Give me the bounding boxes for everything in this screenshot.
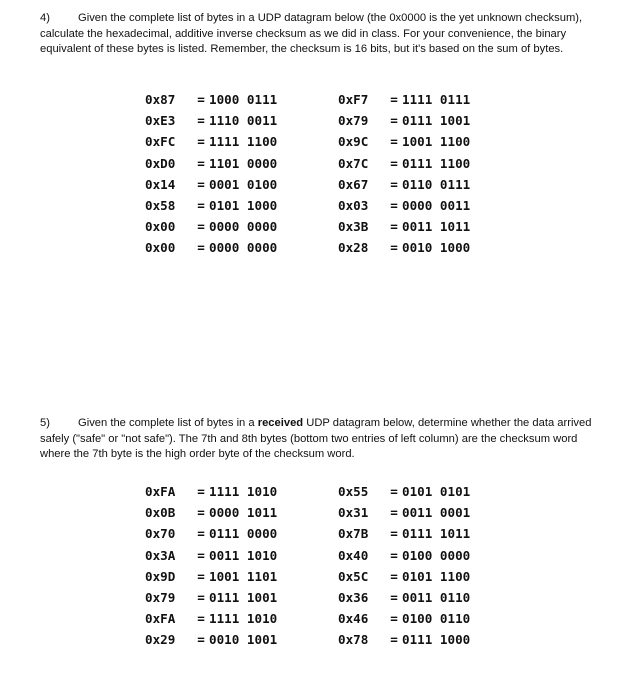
equals-sign: =	[197, 568, 205, 584]
hex-value: 0x29	[145, 632, 176, 648]
byte-row	[338, 629, 470, 650]
hex-value: 0xE3	[145, 113, 176, 129]
hex-value: 0x3A	[145, 547, 176, 563]
binary-value: 0000 0000	[209, 240, 278, 256]
hex-value: 0x00	[145, 219, 176, 235]
hex-value: 0x87	[145, 92, 176, 107]
binary-value: 0111 1001	[209, 589, 278, 605]
equals-sign: =	[197, 484, 205, 499]
hex-value: 0x67	[338, 176, 369, 192]
q4-right-byte-table	[338, 89, 470, 259]
binary-value: 1111 1010	[209, 484, 278, 499]
binary-value: 1101 0000	[209, 155, 278, 171]
equals-sign: =	[390, 240, 398, 256]
byte-row	[338, 587, 470, 608]
byte-row	[145, 587, 277, 608]
binary-value: 1111 0111	[402, 92, 471, 107]
byte-row	[338, 502, 470, 523]
hex-value: 0x28	[338, 240, 369, 256]
equals-sign: =	[197, 219, 205, 235]
q4-left-byte-table	[145, 89, 277, 259]
byte-row	[338, 237, 470, 258]
hex-value: 0x79	[145, 589, 176, 605]
q5-right-byte-table	[338, 481, 470, 651]
byte-row	[145, 89, 277, 110]
q5-left-byte-table	[145, 481, 277, 651]
equals-sign: =	[390, 547, 398, 563]
binary-value: 1111 1100	[209, 134, 278, 150]
question-5-text-before: Given the complete list of bytes in a	[78, 417, 258, 429]
binary-value: 0011 1011	[402, 219, 471, 235]
hex-value: 0x3B	[338, 219, 369, 235]
byte-row	[338, 608, 470, 629]
hex-value: 0x9D	[145, 568, 176, 584]
byte-row	[145, 174, 277, 195]
byte-row	[338, 545, 470, 566]
byte-row	[338, 131, 470, 152]
binary-value: 0001 0100	[209, 176, 278, 192]
byte-row	[145, 216, 277, 237]
hex-value: 0x7C	[338, 155, 369, 171]
byte-row	[145, 629, 277, 650]
equals-sign: =	[390, 134, 398, 150]
byte-row	[145, 195, 277, 216]
hex-value: 0x46	[338, 611, 369, 627]
hex-value: 0x14	[145, 176, 176, 192]
equals-sign: =	[197, 197, 205, 213]
question-5-number: 5)	[40, 417, 50, 429]
binary-value: 0100 0110	[402, 611, 471, 627]
binary-value: 0100 0000	[402, 547, 471, 563]
binary-value: 1001 1101	[209, 568, 278, 584]
hex-value: 0x78	[338, 632, 369, 648]
hex-value: 0x79	[338, 113, 369, 129]
equals-sign: =	[390, 611, 398, 627]
binary-value: 0101 0101	[402, 484, 471, 499]
byte-row	[338, 566, 470, 587]
equals-sign: =	[390, 632, 398, 648]
byte-row	[338, 523, 470, 544]
byte-row	[145, 237, 277, 258]
binary-value: 0000 1011	[209, 505, 278, 521]
binary-value: 0111 1011	[402, 526, 471, 542]
binary-value: 0111 1100	[402, 155, 471, 171]
hex-value: 0x9C	[338, 134, 369, 150]
hex-value: 0x31	[338, 505, 369, 521]
hex-value: 0x40	[338, 547, 369, 563]
hex-value: 0x00	[145, 240, 176, 256]
byte-row	[338, 195, 470, 216]
hex-value: 0x0B	[145, 505, 176, 521]
binary-value: 0011 1010	[209, 547, 278, 563]
byte-row	[145, 502, 277, 523]
binary-value: 0111 0000	[209, 526, 278, 542]
hex-value: 0x36	[338, 589, 369, 605]
binary-value: 1110 0011	[209, 113, 278, 129]
question-4-prompt	[40, 11, 600, 58]
equals-sign: =	[197, 611, 205, 627]
equals-sign: =	[197, 589, 205, 605]
binary-value: 0011 0110	[402, 589, 471, 605]
hex-value: 0x7B	[338, 526, 369, 542]
binary-value: 1001 1100	[402, 134, 471, 150]
equals-sign: =	[197, 176, 205, 192]
byte-row	[338, 216, 470, 237]
equals-sign: =	[390, 197, 398, 213]
equals-sign: =	[197, 632, 205, 648]
question-5-prompt	[40, 416, 600, 463]
byte-row	[338, 174, 470, 195]
equals-sign: =	[197, 526, 205, 542]
equals-sign: =	[197, 113, 205, 129]
hex-value: 0xD0	[145, 155, 176, 171]
hex-value: 0xF7	[338, 92, 369, 107]
equals-sign: =	[197, 505, 205, 521]
binary-value: 0010 1000	[402, 240, 471, 256]
equals-sign: =	[197, 240, 205, 256]
binary-value: 1111 1010	[209, 611, 278, 627]
equals-sign: =	[390, 176, 398, 192]
binary-value: 1000 0111	[209, 92, 278, 107]
hex-value: 0xFC	[145, 134, 176, 150]
byte-row	[145, 110, 277, 131]
byte-row	[338, 153, 470, 174]
equals-sign: =	[390, 484, 398, 499]
byte-row	[145, 545, 277, 566]
question-4-text: Given the complete list of bytes in a UDP datagram below (the 0x0000 is the yet unknown checksum), calculate the hexadecimal, additive inverse checksum as we did in class. For your convenience, the binary equivalent of these bytes is listed. Remember, the checksum is 16 bits, but it's based on the sum of bytes.	[40, 12, 583, 55]
byte-row	[145, 481, 277, 502]
equals-sign: =	[390, 589, 398, 605]
binary-value: 0011 0001	[402, 505, 471, 521]
equals-sign: =	[390, 155, 398, 171]
binary-value: 0101 1000	[209, 197, 278, 213]
equals-sign: =	[197, 155, 205, 171]
binary-value: 0111 1000	[402, 632, 471, 648]
hex-value: 0xFA	[145, 484, 176, 499]
byte-row	[145, 608, 277, 629]
equals-sign: =	[197, 134, 205, 150]
binary-value: 0110 0111	[402, 176, 471, 192]
byte-row	[338, 481, 470, 502]
hex-value: 0x5C	[338, 568, 369, 584]
hex-value: 0xFA	[145, 611, 176, 627]
binary-value: 0010 1001	[209, 632, 278, 648]
question-4-number: 4)	[40, 12, 50, 24]
byte-row	[338, 89, 470, 110]
equals-sign: =	[197, 547, 205, 563]
equals-sign: =	[390, 505, 398, 521]
byte-row	[338, 110, 470, 131]
byte-row	[145, 566, 277, 587]
hex-value: 0x55	[338, 484, 369, 499]
question-5-text-after: UDP datagram below, determine whether the data arrived safely ("safe" or "not safe"). The 7th and 8th bytes (bottom two entries of left column) are the checksum word where the 7th byte is the high order byte of the checksum word.	[40, 417, 592, 460]
hex-value: 0x70	[145, 526, 176, 542]
binary-value: 0101 1100	[402, 568, 471, 584]
hex-value: 0x58	[145, 197, 176, 213]
equals-sign: =	[197, 92, 205, 107]
byte-row	[145, 153, 277, 174]
equals-sign: =	[390, 113, 398, 129]
byte-row	[145, 131, 277, 152]
question-5-text-bold: received	[257, 417, 304, 429]
binary-value: 0111 1001	[402, 113, 471, 129]
binary-value: 0000 0011	[402, 197, 471, 213]
binary-value: 0000 0000	[209, 219, 278, 235]
equals-sign: =	[390, 526, 398, 542]
equals-sign: =	[390, 219, 398, 235]
hex-value: 0x03	[338, 197, 369, 213]
equals-sign: =	[390, 92, 398, 107]
equals-sign: =	[390, 568, 398, 584]
byte-row	[145, 523, 277, 544]
